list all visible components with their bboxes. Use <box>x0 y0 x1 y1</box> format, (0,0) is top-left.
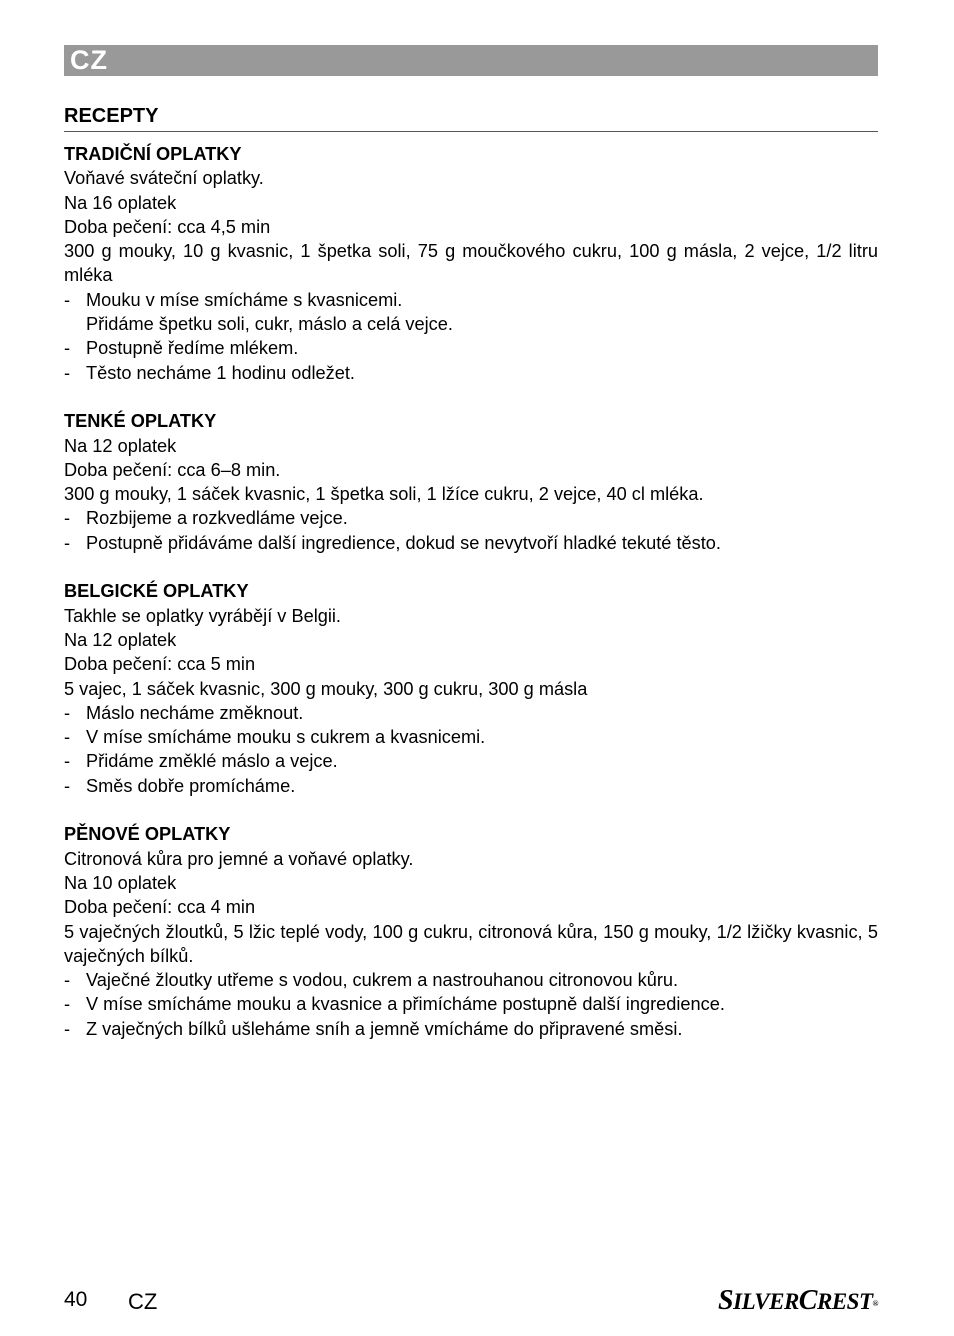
recipe-step: - V míse smícháme mouku s cukrem a kvasnicemi. <box>64 725 878 749</box>
step-continuation: Přidáme špetku soli, cukr, máslo a celá vejce. <box>86 314 453 335</box>
recipe-description: Takhle se oplatky vyrábějí v Belgii. <box>64 605 341 626</box>
recipes-content <box>64 142 878 1065</box>
recipe-description: Voňavé sváteční oplatky. <box>64 168 264 189</box>
section-title: RECEPTY <box>64 104 878 132</box>
recipe-ingredients: 5 vajec, 1 sáček kvasnic, 300 g mouky, 300 g cukru, 300 g másla <box>64 678 588 699</box>
recipe-ingredients: 300 g mouky, 10 g kvasnic, 1 špetka soli, 75 g moučkového cukru, 100 g másla, 2 vejce, 1/2 litru mléka <box>64 241 878 286</box>
recipe-yield: Na 16 oplatek <box>64 192 177 213</box>
recipe-step: - Přidáme změklé máslo a vejce. <box>64 749 878 773</box>
recipe-ingredients: 300 g mouky, 1 sáček kvasnic, 1 špetka soli, 1 lžíce cukru, 2 vejce, 40 cl mléka. <box>64 484 704 505</box>
recipe-yield: Na 10 oplatek <box>64 872 177 893</box>
recipe-step: - Máslo necháme změknout. <box>64 701 878 725</box>
recipe-step: - Vaječné žloutky utřeme s vodou, cukrem a nastrouhanou citronovou kůru. <box>64 968 878 992</box>
recipe-belgian <box>64 579 878 798</box>
recipe-step: - Postupně přidáváme další ingredience, dokud se nevytvoří hladké tekuté těsto. <box>64 531 878 555</box>
recipe-step: - Z vaječných bílků ušleháme sníh a jemně vmícháme do připravené směsi. <box>64 1017 878 1041</box>
recipe-steps <box>64 288 878 385</box>
recipe-step: - V míse smícháme mouku a kvasnice a přimícháme postupně další ingredience. <box>64 992 878 1016</box>
language-code: CZ <box>70 45 108 75</box>
recipe-step: - Postupně ředíme mlékem. <box>64 336 878 360</box>
recipe-ingredients: 5 vaječných žloutků, 5 lžic teplé vody, 100 g cukru, citronová kůra, 150 g mouky, 1/2 lžičky kvasnic, 5 vaječných bílků. <box>64 921 878 966</box>
language-header-bar <box>64 45 878 76</box>
recipe-thin <box>64 409 878 555</box>
recipe-title: PĚNOVÉ OPLATKY <box>64 824 231 845</box>
recipe-steps <box>64 506 878 555</box>
recipe-description: Citronová kůra pro jemné a voňavé oplatky. <box>64 848 414 869</box>
recipe-step: - Směs dobře promícháme. <box>64 774 878 798</box>
recipe-bake-time: Doba pečení: cca 4,5 min <box>64 216 271 237</box>
recipe-steps <box>64 968 878 1041</box>
step-text: Mouku v míse smícháme s kvasnicemi. <box>86 289 403 310</box>
recipe-step <box>64 288 878 337</box>
recipe-yield: Na 12 oplatek <box>64 435 177 456</box>
footer-language-code: CZ <box>128 1289 158 1314</box>
recipe-foam <box>64 822 878 1041</box>
recipe-title: TRADIČNÍ OPLATKY <box>64 144 242 164</box>
recipe-bake-time: Doba pečení: cca 5 min <box>64 654 256 675</box>
recipe-step: - Rozbijeme a rozkvedláme vejce. <box>64 506 878 530</box>
recipe-bake-time: Doba pečení: cca 6–8 min. <box>64 459 281 480</box>
recipe-step: - Těsto necháme 1 hodinu odležet. <box>64 361 878 385</box>
recipe-bake-time: Doba pečení: cca 4 min <box>64 897 256 918</box>
silvercrest-logo: SILVERCREST® <box>718 1285 878 1316</box>
page-number: 40 <box>64 1288 88 1311</box>
recipe-yield: Na 12 oplatek <box>64 629 177 650</box>
recipe-traditional <box>64 142 878 385</box>
recipe-steps <box>64 701 878 798</box>
recipe-title: BELGICKÉ OPLATKY <box>64 581 249 602</box>
recipe-title: TENKÉ OPLATKY <box>64 411 217 432</box>
